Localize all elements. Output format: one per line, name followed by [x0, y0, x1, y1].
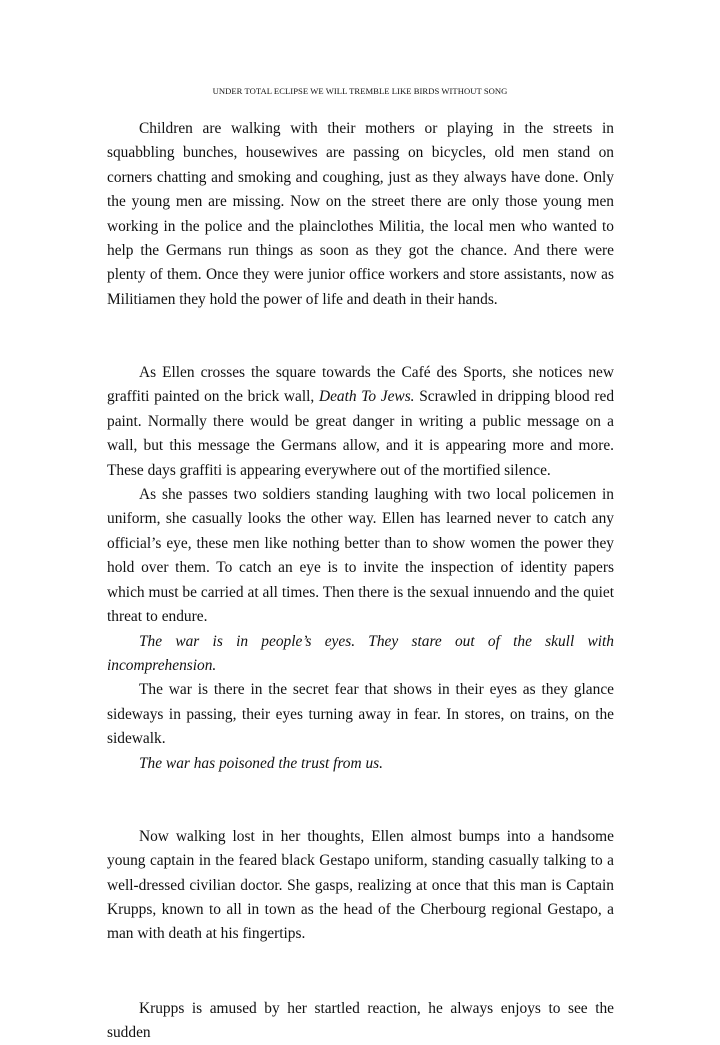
- paragraph-spacer: [107, 776, 614, 800]
- manuscript-body: [107, 117, 614, 1045]
- paragraph-captain-krupps: Now walking lost in her thoughts, Ellen almost bumps into a handsome young captain in the feared black Gestapo uniform, standing casually talking to a well-dressed civilian doctor. She gasps, realizing at once that this man is Captain Krupps, known to all in town as the head of the Cherbourg regional Gestapo, a man with death at his fingertips.: [107, 827, 614, 943]
- paragraph-spacer: [107, 337, 614, 361]
- paragraph-krupps-amused: Krupps is amused by her startled reaction, he always enjoys to see the sudden: [107, 999, 614, 1042]
- paragraph-spacer: [107, 800, 614, 824]
- paragraph-children-walking: Children are walking with their mothers or playing in the streets in squabbling bunches, housewives are passing on bicycles, old men stand on corners chatting and smoking and coughing, just as they always have done. Only the young men are missing. Now on the street there are only those young men working in the police and the plainclothes Militia, the local men who wanted to help the Germans run things as soon as they got the chance. And there were plenty of them. Once they were junior office workers and store assistants, now as Militiamen they hold the power of life and death in their hands.: [107, 120, 614, 308]
- paragraph-soldiers: As she passes two soldiers standing laughing with two local policemen in uniform, she casually looks the other way. Ellen has learned never to catch any official’s eye, these men like nothing better than to show women the power they hold over them. To catch an eye is to invite the inspection of identity papers which must be carried at all times. Then there is the sexual innuendo and the quiet threat to endure.: [107, 486, 614, 626]
- italic-line-trust: The war has poisoned the trust from us.: [139, 754, 383, 772]
- paragraph-spacer: [107, 971, 614, 997]
- graffiti-slogan: Death To Jews.: [318, 388, 415, 406]
- italic-line-eyes: The war is in people’s eyes. They stare out of the skull with incomprehension.: [107, 632, 614, 674]
- graffiti-text-before: As Ellen crosses the square towards the Café des Sports, she notices new graffiti painted on the brick wall,: [107, 364, 614, 406]
- paragraph-graffiti: [107, 361, 614, 483]
- graffiti-text-after: Scrawled in dripping blood red paint. Normally there would be great danger in writing a public message on a wall, but this message the Germans allow, and it is appearing more and more. These days graffiti is appearing everywhere out of the mortified silence.: [107, 388, 615, 479]
- running-header: UNDER TOTAL ECLIPSE WE WILL TREMBLE LIKE BIRDS WITHOUT SONG: [212, 86, 508, 96]
- paragraph-spacer: [107, 947, 614, 971]
- paragraph-secret-fear: The war is there in the secret fear that shows in their eyes as they glance sideways in passing, their eyes turning away in fear. In stores, on trains, on the sidewalk.: [107, 681, 614, 748]
- paragraph-spacer: [107, 312, 614, 336]
